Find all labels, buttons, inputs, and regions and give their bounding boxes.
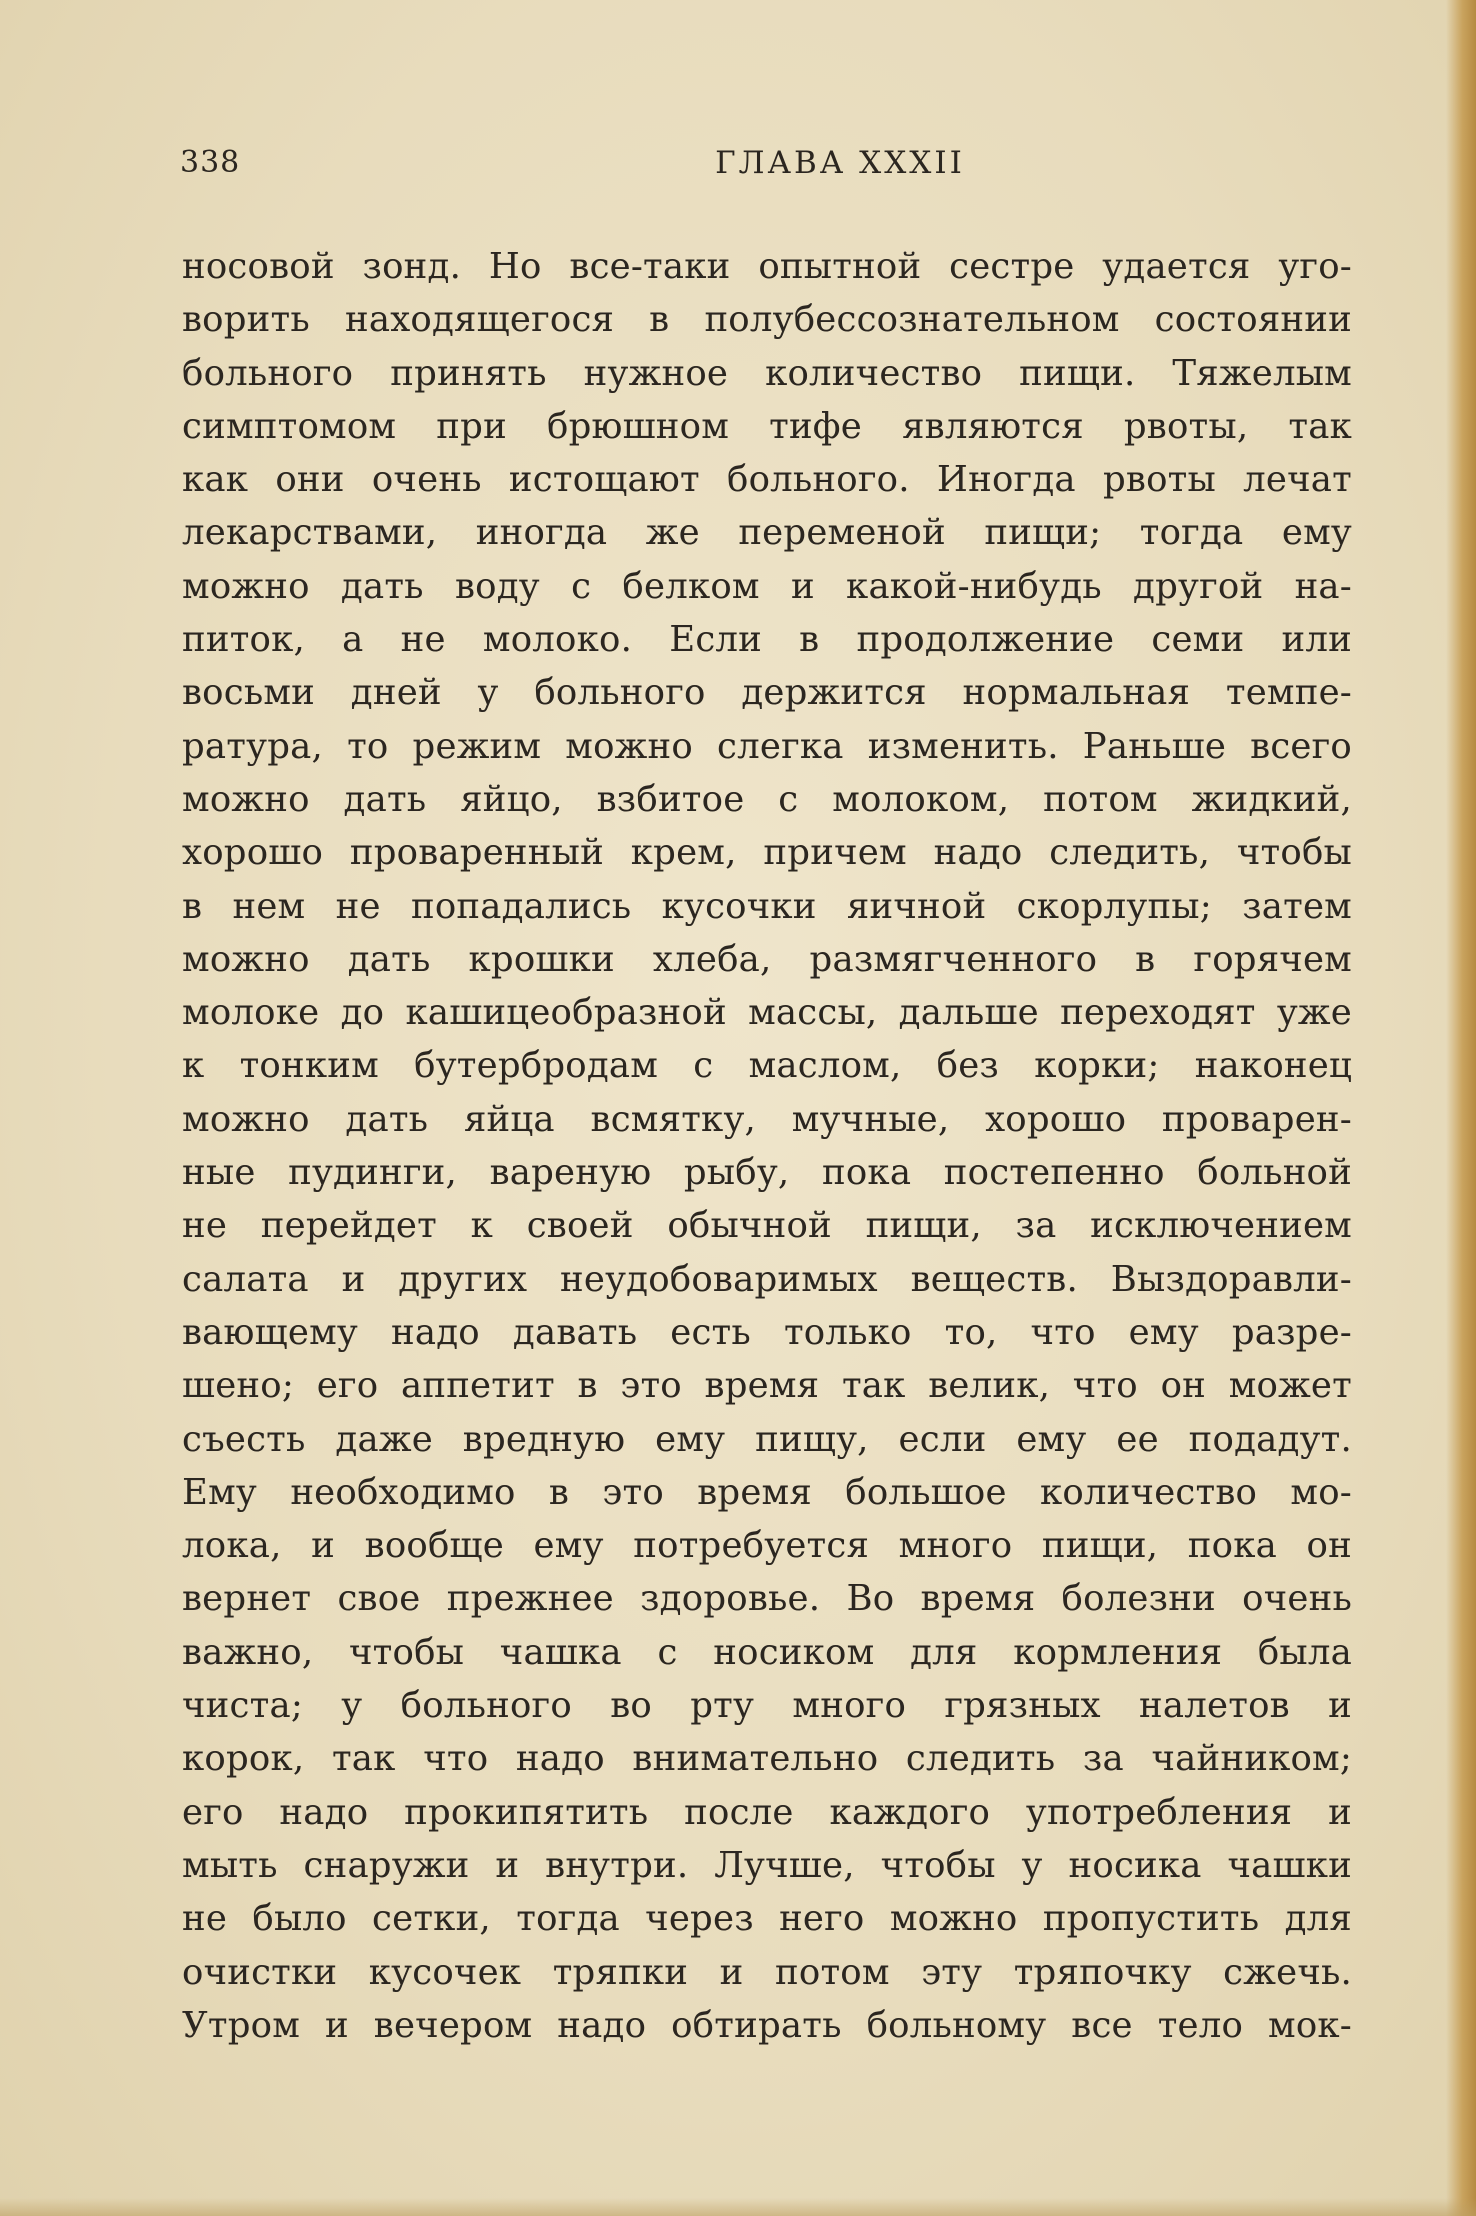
text-line: ворить находящегося в полубессознательном состоянии <box>182 299 1352 341</box>
text-line: можно дать яйца всмятку, мучные, хорошо проварен- <box>182 1098 1352 1140</box>
text-line: лока, и вообще ему потребуется много пищи, пока он <box>182 1525 1352 1567</box>
page-bottom-shading <box>0 2198 1476 2216</box>
text-line: симптомом при брюшном тифе являются рвоты, так <box>182 405 1352 447</box>
text-line: молоке до кашицеобразной массы, дальше переходят уже <box>182 992 1352 1034</box>
page-number: 338 <box>180 145 241 180</box>
running-head <box>180 145 1360 195</box>
text-line: вающему надо давать есть только то, что ему разре- <box>182 1311 1352 1353</box>
text-line: как они очень истощают больного. Иногда рвоты лечат <box>182 459 1352 501</box>
text-line: вернет свое прежнее здоровье. Во время болезни очень <box>182 1578 1352 1620</box>
page-edge-shading <box>1446 0 1476 2216</box>
text-line: важно, чтобы чашка с носиком для кормления была <box>182 1631 1352 1673</box>
text-line: хорошо проваренный крем, причем надо следить, чтобы <box>182 832 1352 874</box>
text-line: Ему необходимо в это время большое количество мо- <box>182 1471 1352 1513</box>
text-line: можно дать крошки хлеба, размягченного в горячем <box>182 938 1352 980</box>
text-line: его надо прокипятить после каждого употребления и <box>182 1791 1352 1833</box>
text-line: ратура, то режим можно слегка изменить. Раньше всего <box>182 725 1352 767</box>
text-line: питок, а не молоко. Если в продолжение семи или <box>182 619 1352 661</box>
text-line: ные пудинги, вареную рыбу, пока постепенно больной <box>182 1152 1352 1194</box>
text-line: съесть даже вредную ему пищу, если ему ее подадут. <box>182 1418 1352 1460</box>
text-line: к тонким бутербродам с маслом, без корки; наконец <box>182 1045 1352 1087</box>
text-line: мыть снаружи и внутри. Лучше, чтобы у носика чашки <box>182 1844 1352 1886</box>
text-line: лекарствами, иногда же переменой пищи; тогда ему <box>182 512 1352 554</box>
text-line: шено; его аппетит в это время так велик, что он может <box>182 1365 1352 1407</box>
chapter-title: ГЛАВА XXXII <box>715 145 965 181</box>
text-line: очистки кусочек тряпки и потом эту тряпочку сжечь. <box>182 1951 1352 1993</box>
text-line: чиста; у больного во рту много грязных налетов и <box>182 1685 1352 1727</box>
text-line: больного принять нужное количество пищи. Тяжелым <box>182 352 1352 394</box>
text-line: восьми дней у больного держится нормальная темпе- <box>182 672 1352 714</box>
text-line: салата и других неудобоваримых веществ. Выздоравли- <box>182 1258 1352 1300</box>
text-line: можно дать воду с белком и какой-нибудь другой на- <box>182 565 1352 607</box>
text-line: корок, так что надо внимательно следить за чайником; <box>182 1738 1352 1780</box>
text-line: в нем не попадались кусочки яичной скорлупы; затем <box>182 885 1352 927</box>
text-line: можно дать яйцо, взбитое с молоком, потом жидкий, <box>182 778 1352 820</box>
body-text <box>182 240 1352 2052</box>
text-line: не перейдет к своей обычной пищи, за исключением <box>182 1205 1352 1247</box>
text-line: носовой зонд. Но все-таки опытной сестре удается уго- <box>182 246 1352 287</box>
text-line: Утром и вечером надо обтирать больному все тело мок- <box>182 2004 1352 2046</box>
text-line: не было сетки, тогда через него можно пропустить для <box>182 1898 1352 1940</box>
